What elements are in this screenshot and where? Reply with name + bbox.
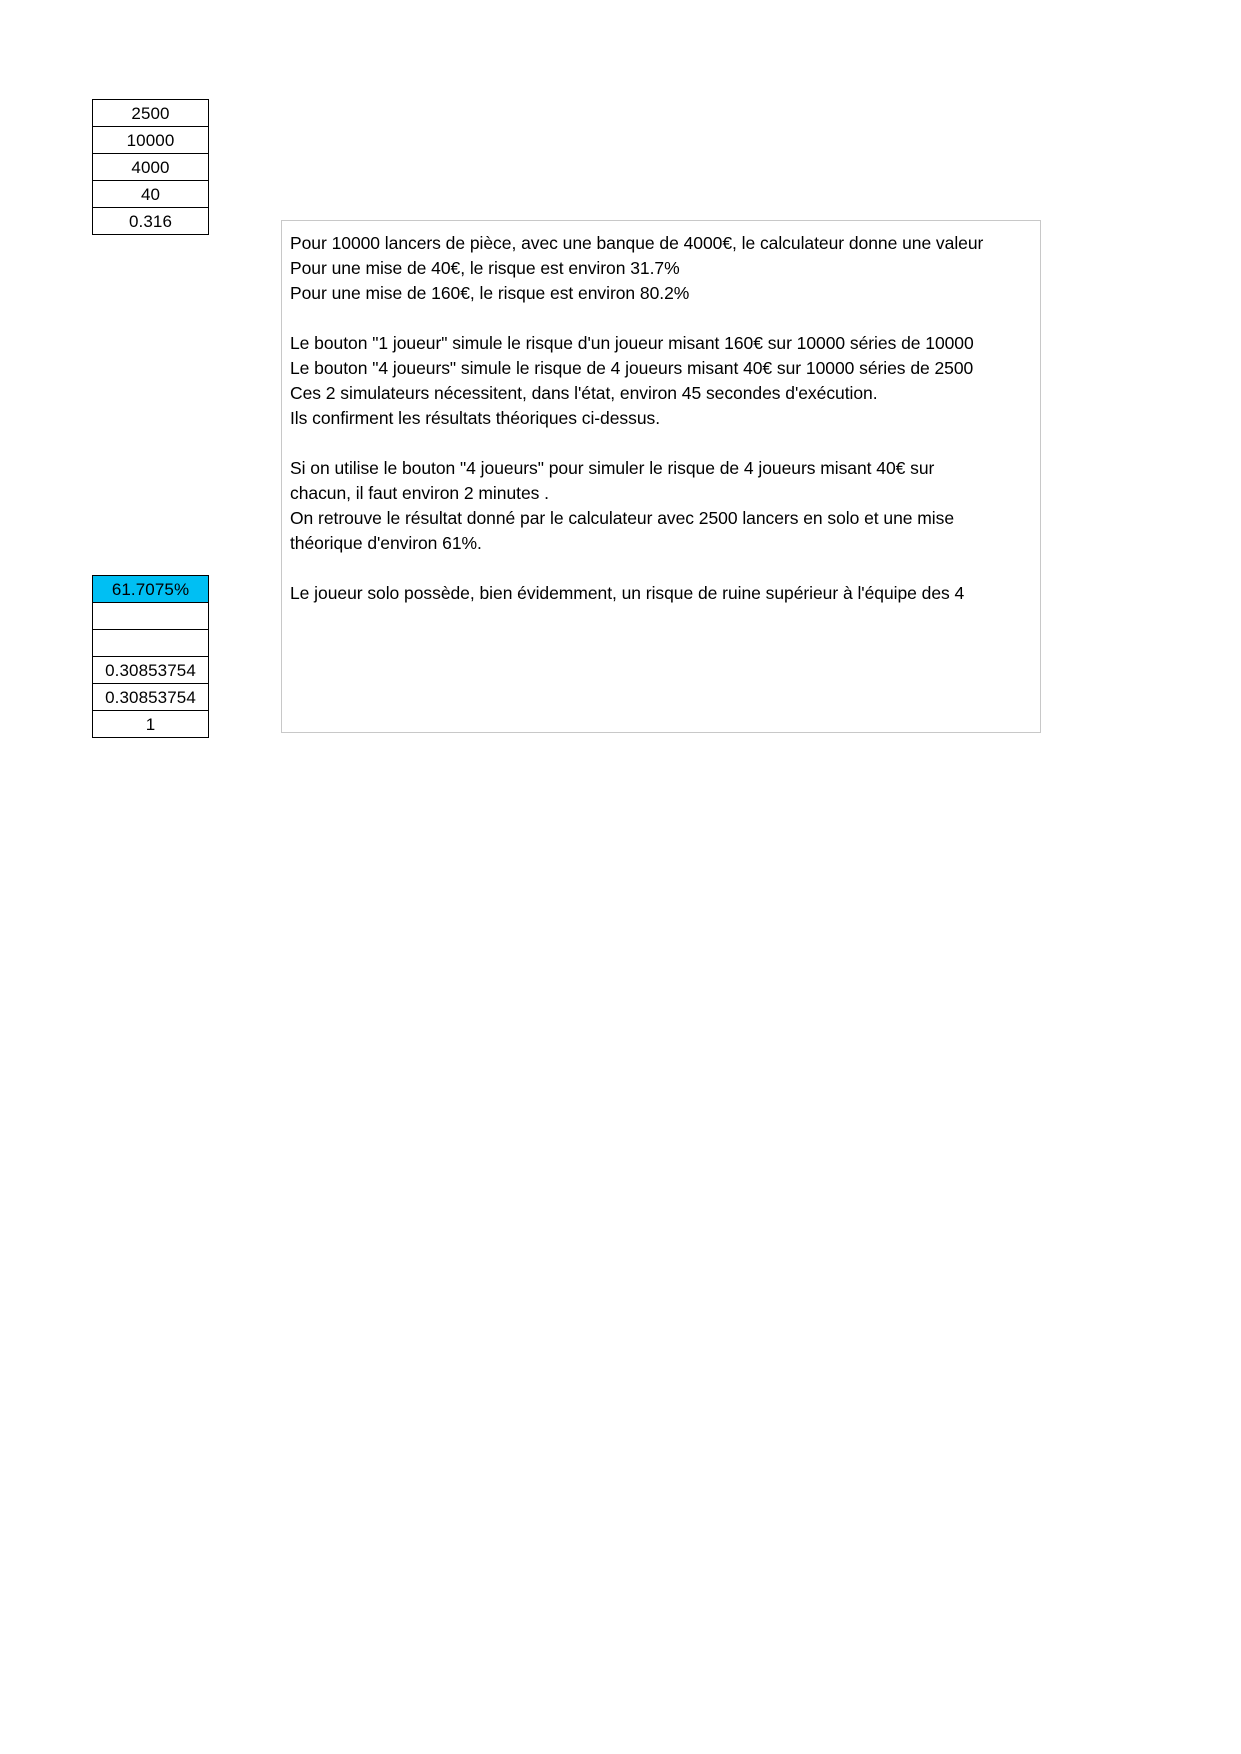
notes-line: Si on utilise le bouton "4 joueurs" pour simuler le risque de 4 joueurs misant 40€ sur (290, 458, 935, 478)
notes-line: Ils confirment les résultats théoriques ci-dessus. (290, 408, 661, 428)
notes-text-panel (281, 220, 1041, 733)
notes-line: On retrouve le résultat donné par le calculateur avec 2500 lancers en solo et une mise (290, 508, 955, 528)
notes-line: Le joueur solo possède, bien évidemment, un risque de ruine supérieur à l'équipe des 4 (290, 583, 965, 603)
input-cell-stack (92, 99, 209, 235)
spreadsheet-cell[interactable]: 40 (92, 180, 209, 208)
notes-line: Pour une mise de 40€, le risque est environ 31.7% (290, 258, 680, 278)
spreadsheet-cell[interactable]: 0.316 (92, 207, 209, 235)
result-cell-stack (92, 575, 209, 738)
notes-line: Ces 2 simulateurs nécessitent, dans l'état, environ 45 secondes d'exécution. (290, 383, 878, 403)
notes-line: Pour une mise de 160€, le risque est environ 80.2% (290, 283, 690, 303)
notes-blank-line (290, 556, 1040, 581)
notes-blank-line (290, 431, 1040, 456)
notes-line: chacun, il faut environ 2 minutes . (290, 483, 549, 503)
notes-line: théorique d'environ 61%. (290, 533, 482, 553)
notes-line: Le bouton "1 joueur" simule le risque d'un joueur misant 160€ sur 10000 séries de 10000 (290, 333, 974, 353)
spreadsheet-cell[interactable]: 2500 (92, 99, 209, 127)
theoretical-risk-cell[interactable]: 61.7075% (92, 575, 209, 603)
spreadsheet-cell[interactable]: 4000 (92, 153, 209, 181)
spreadsheet-cell-empty[interactable] (92, 602, 209, 630)
spreadsheet-cell[interactable]: 0.30853754 (92, 683, 209, 711)
notes-line: Le bouton "4 joueurs" simule le risque de 4 joueurs misant 40€ sur 10000 séries de 2500 (290, 358, 974, 378)
notes-line: Pour 10000 lancers de pièce, avec une banque de 4000€, le calculateur donne une valeur (290, 233, 984, 253)
spreadsheet-cell-empty[interactable] (92, 629, 209, 657)
spreadsheet-cell[interactable]: 1 (92, 710, 209, 738)
spreadsheet-cell[interactable]: 10000 (92, 126, 209, 154)
spreadsheet-cell[interactable]: 0.30853754 (92, 656, 209, 684)
notes-blank-line (290, 306, 1040, 331)
